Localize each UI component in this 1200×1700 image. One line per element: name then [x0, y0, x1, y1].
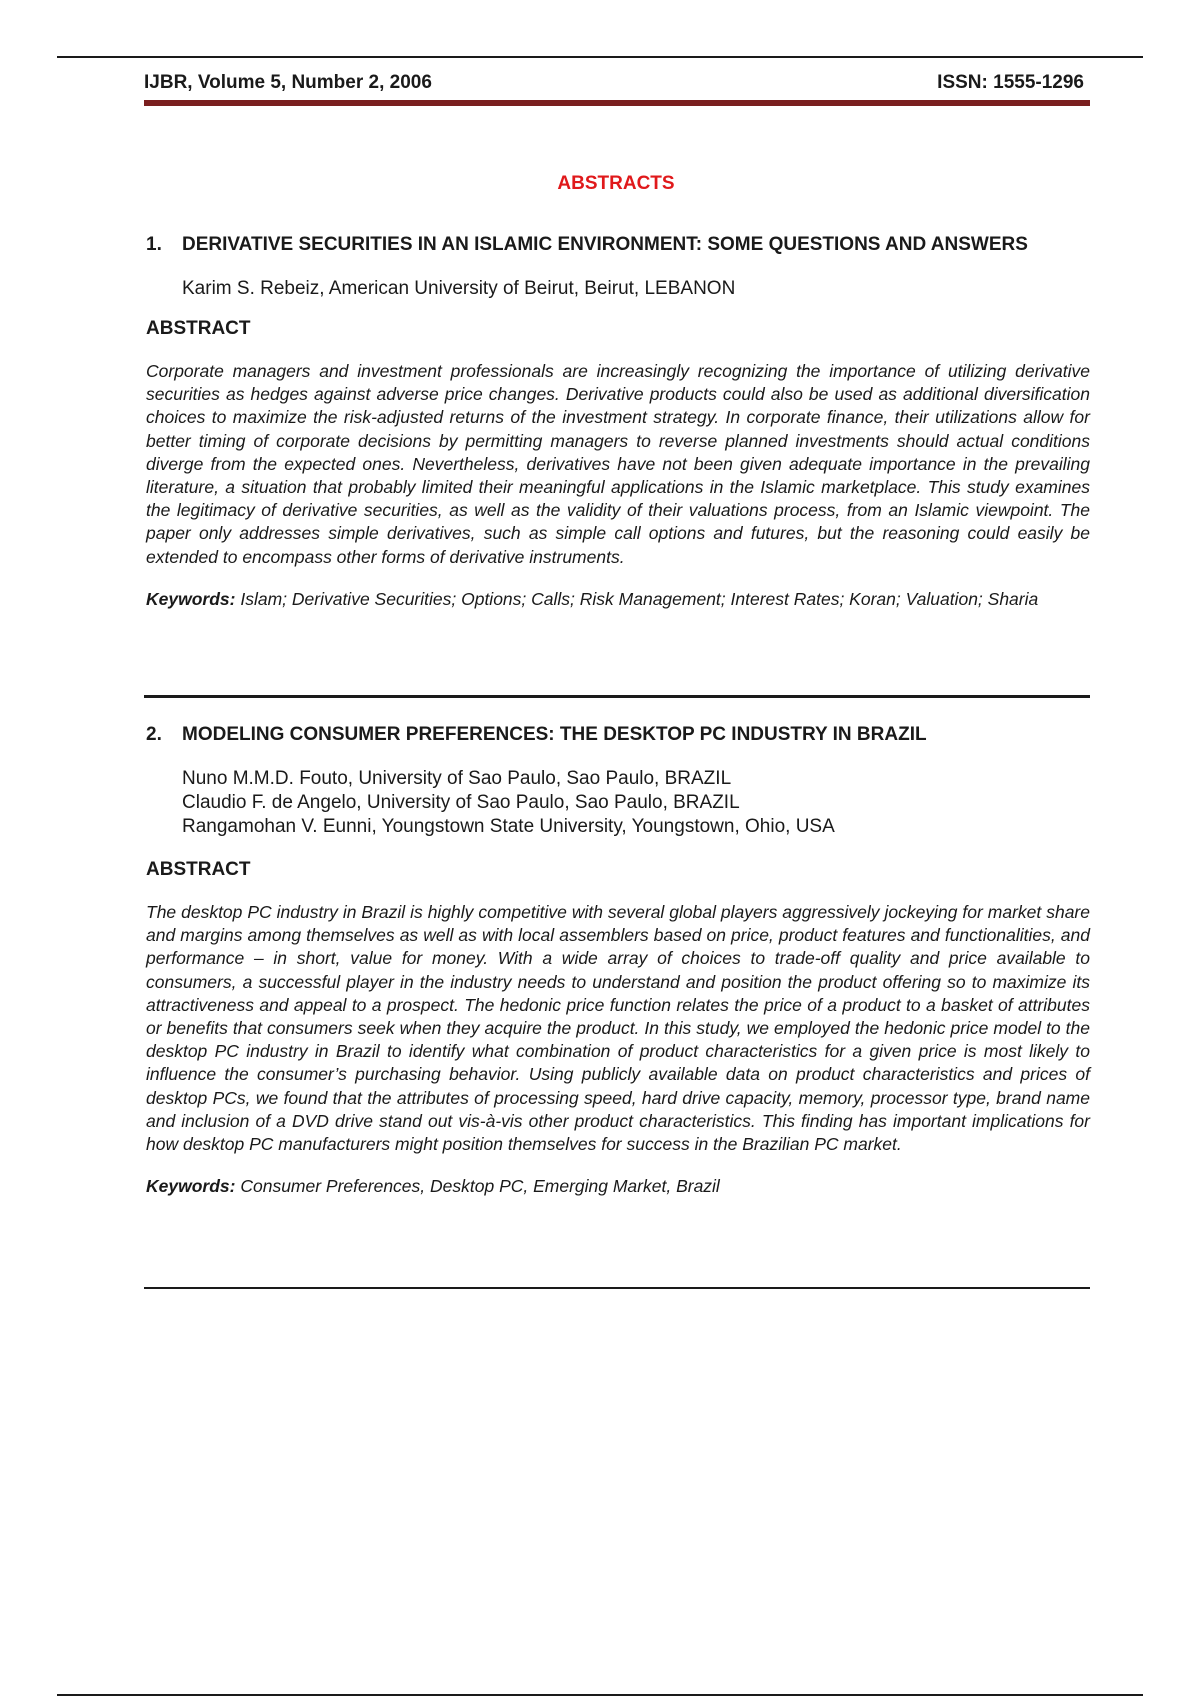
keywords-text: Consumer Preferences, Desktop PC, Emerging Market, Brazil — [240, 1176, 720, 1197]
issn-label: ISSN: 1555-1296 — [937, 72, 1084, 93]
article-title-text: DERIVATIVE SECURITIES IN AN ISLAMIC ENVIRONMENT: SOME QUESTIONS AND ANSWERS — [182, 234, 1028, 255]
abstract-text: The desktop PC industry in Brazil is highly competitive with several global players aggressively jockeying for market share and margins among themselves as well as with local assemblers based on price, product features and functionalities, and performance – in short, value for money. With a wide array of choices to trade-off quality and price available to consumers, a successful player in the industry needs to understand and position the product offering so to maximize its attractiveness and appeal to a prospect. The hedonic price function relates the price of a product to a basket of attributes or benefits that consumers seek when they acquire the product. In this study, we employed the hedonic price model to the desktop PC industry in Brazil to identify what combination of product characteristics for a given price is most likely to influence the consumer’s purchasing behavior. Using publicly available data on product characteristics and prices of desktop PCs, we found that the attributes of processing speed, hard drive capacity, memory, processor type, brand name and inclusion of a DVD drive stand out vis-à-vis other product characteristics. This finding has important implications for how desktop PC manufacturers might position themselves for success in the Brazilian PC market. — [146, 902, 1090, 1155]
keywords-text: Islam; Derivative Securities; Options; Calls; Risk Management; Interest Rates; Koran; Valuation; Sharia — [240, 588, 1039, 609]
header-underline-bar — [144, 100, 1090, 106]
abstract-text: Corporate managers and investment professionals are increasingly recognizing the importance of utilizing derivative securities as hedges against adverse price changes. Derivative products could also be used as additional diversification choices to maximize the risk-adjusted returns of the investment strategy. In corporate finance, their utilizations allow for better timing of corporate decisions by permitting managers to reverse planned investments should actual conditions diverge from the expected ones. Nevertheless, derivatives have not been given adequate importance in the prevailing literature, a situation that probably limited their meaningful applications in the Islamic marketplace. This study examines the legitimacy of derivative securities, as well as the validity of their valuations process, from an Islamic viewpoint. The paper only addresses simple derivatives, such as simple call options and futures, but the reasoning could easily be extended to encompass other forms of derivative instruments. — [146, 361, 1090, 567]
section-divider — [144, 695, 1090, 698]
article-number: 1. — [146, 234, 162, 255]
article-title-text: MODELING CONSUMER PREFERENCES: THE DESKTOP PC INDUSTRY IN BRAZIL — [182, 724, 927, 745]
section-divider — [144, 1287, 1090, 1289]
keywords-label: Keywords: — [146, 588, 236, 609]
author-line: Karim S. Rebeiz, American University of Beirut, Beirut, LEBANON — [182, 278, 736, 299]
author-line: Rangamohan V. Eunni, Youngstown State University, Youngstown, Ohio, USA — [182, 816, 835, 837]
page-top-rule — [57, 56, 1143, 58]
author-list — [182, 277, 1090, 301]
abstract-label: ABSTRACT — [146, 318, 251, 339]
article-2 — [146, 724, 1090, 1198]
journal-citation: IJBR, Volume 5, Number 2, 2006 — [144, 72, 432, 93]
author-list — [182, 767, 1090, 839]
article-title — [146, 234, 1090, 256]
abstract-label: ABSTRACT — [146, 859, 251, 880]
article-title — [146, 724, 1090, 746]
keywords-label: Keywords: — [146, 1176, 236, 1197]
author-line: Claudio F. de Angelo, University of Sao Paulo, Sao Paulo, BRAZIL — [182, 792, 740, 813]
article-1 — [146, 234, 1090, 611]
author-line: Nuno M.M.D. Fouto, University of Sao Paulo, Sao Paulo, BRAZIL — [182, 768, 732, 789]
article-number: 2. — [146, 724, 162, 745]
keywords — [146, 588, 1090, 611]
page-bottom-rule — [57, 1694, 1143, 1696]
page-title: ABSTRACTS — [557, 173, 675, 194]
running-header — [144, 72, 1084, 96]
keywords — [146, 1175, 1090, 1198]
